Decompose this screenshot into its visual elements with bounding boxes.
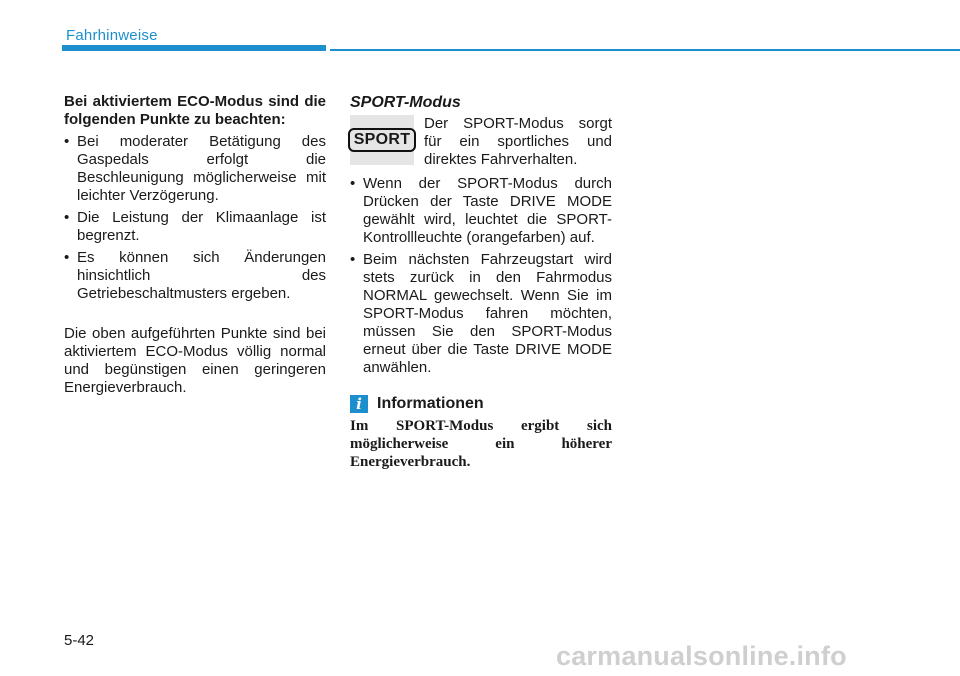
list-item: • Wenn der SPORT-Modus durch Drücken der Taste DRIVE MODE gewählt wird, leuchtet die SPORT-Kontrollleuchte (orangefarben) auf. (350, 175, 612, 247)
right-column (350, 93, 612, 471)
info-header (350, 395, 612, 413)
sport-indicator-icon (350, 115, 414, 165)
header-rule-thick (62, 45, 326, 51)
info-icon: i (350, 395, 368, 413)
section-title: Fahrhinweise (66, 27, 158, 44)
sport-badge-label: SPORT (348, 128, 417, 152)
watermark: carmanualsonline.info (556, 641, 847, 671)
info-text: Im SPORT-Modus ergibt sich möglicherweise ein höherer Energieverbrauch. (350, 418, 612, 470)
eco-heading: Bei aktiviertem ECO-Modus sind die folgenden Punkte zu beachten: (64, 93, 326, 128)
list-item: • Beim nächsten Fahrzeugstart wird stets zurück in den Fahrmodus NORMAL gewechselt. Wenn Sie im SPORT-Modus fahren möchten, müssen Sie den SPORT-Modus erneut über die Taste DRIVE MODE anwählen. (350, 251, 612, 377)
info-title: Informationen (377, 395, 484, 412)
eco-paragraph: Die oben aufgeführten Punkte sind bei aktiviertem ECO-Modus völlig normal und begünstigen einen geringeren Energieverbrauch. (64, 325, 326, 396)
sport-heading: SPORT-Modus (350, 94, 461, 111)
list-item: • Bei moderater Betätigung des Gaspedals erfolgt die Beschleunigung möglicherweise mit leichter Verzögerung. (64, 133, 326, 205)
sport-description: Der SPORT-Modus sorgt für ein sportliches und direktes Fahrverhalten. (424, 115, 612, 168)
page-number: 5-42 (64, 632, 95, 649)
eco-bullet-list (64, 133, 326, 303)
left-column (64, 93, 326, 397)
header-rule-thin (330, 49, 960, 51)
list-item: • Die Leistung der Klimaanlage ist begrenzt. (64, 209, 326, 245)
list-item: • Es können sich Änderungen hinsichtlich des Getriebeschaltmusters ergeben. (64, 249, 326, 303)
sport-bullet-list (350, 175, 612, 377)
sport-intro (350, 115, 612, 169)
